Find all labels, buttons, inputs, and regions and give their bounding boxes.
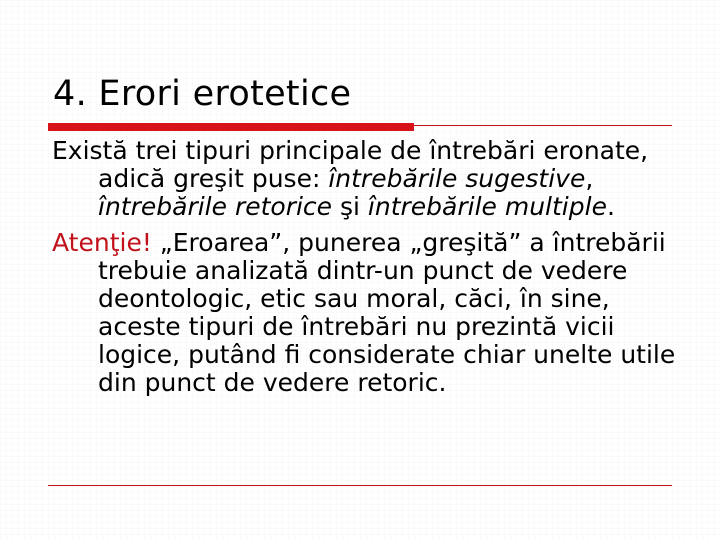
warning-label: Atenţie! [52, 228, 152, 257]
title-accent-bar [48, 123, 414, 131]
term-rhetorical-questions: întrebările retorice [98, 192, 333, 221]
slide-body [52, 137, 692, 397]
paragraph-end: . [606, 192, 615, 221]
separator: şi [332, 192, 368, 221]
paragraph-question-types [52, 137, 692, 221]
separator: , [585, 164, 594, 193]
warning-text: „Eroarea”, punerea „greşită” a întrebării trebuie analizată dintr-un punct de vedere deontologic, etic sau moral, căci, în sine, aceste tipuri de întrebări nu prezintă vicii logice, putând fi considerate chiar unelte utile din punct de vedere retoric. [98, 228, 676, 397]
paragraph-lead: Există trei tipuri principale de întrebări eronate, adică greşit puse: [52, 136, 649, 193]
footer-rule [48, 485, 672, 486]
paragraph-warning [52, 229, 692, 397]
term-multiple-questions: întrebările multiple [367, 192, 607, 221]
term-suggestive-questions: întrebările sugestive [328, 164, 586, 193]
slide-title: 4. Erori erotetice [53, 74, 352, 114]
